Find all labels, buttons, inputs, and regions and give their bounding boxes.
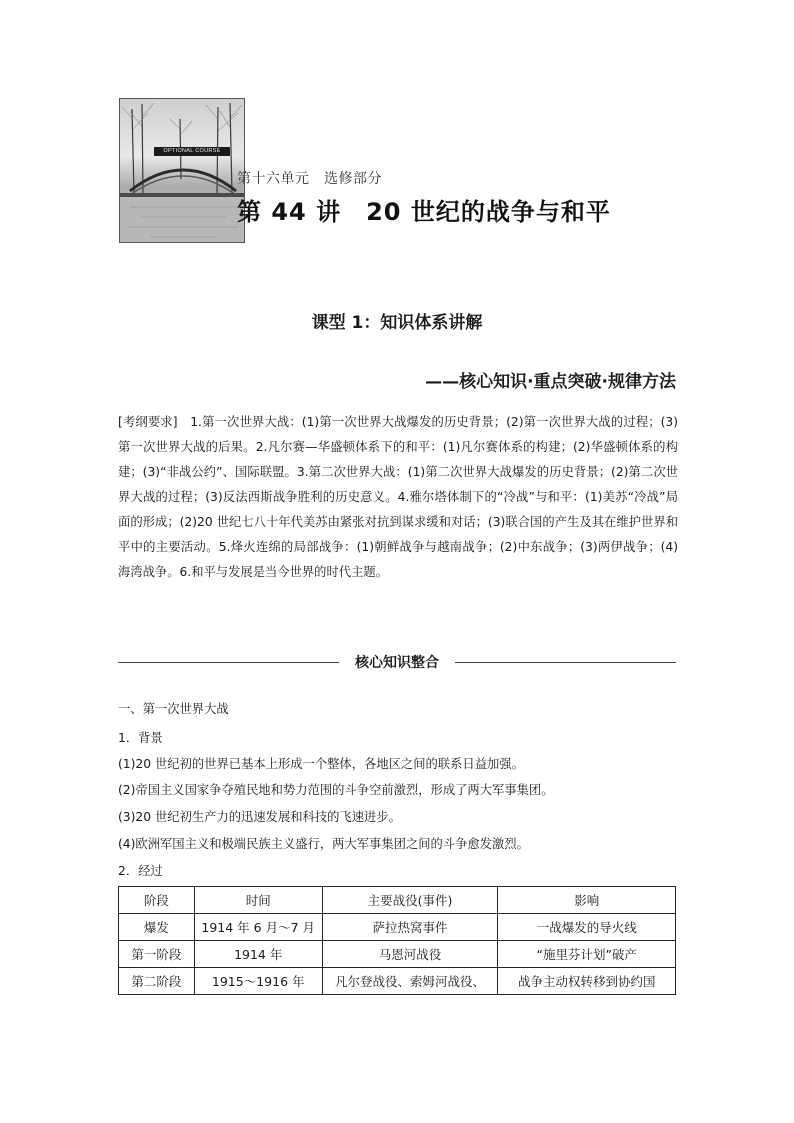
table-row bbox=[119, 968, 676, 995]
lecture-title: 第 44 讲 20 世纪的战争与和平 bbox=[237, 198, 611, 226]
table-cell: 一战爆发的导火线 bbox=[498, 914, 676, 941]
table-header-row bbox=[119, 887, 676, 914]
table-cell: 第一阶段 bbox=[119, 941, 195, 968]
table-cell: 凡尔登战役、索姆河战役、 bbox=[322, 968, 498, 995]
background-item: (4)欧洲军国主义和极端民族主义盛行，两大军事集团之间的斗争愈发激烈。 bbox=[118, 837, 529, 851]
divider-line-right bbox=[455, 662, 676, 663]
table-cell: 战争主动权转移到协约国 bbox=[498, 968, 676, 995]
ww1-process-table bbox=[118, 886, 676, 995]
table-cell: 第二阶段 bbox=[119, 968, 195, 995]
table-cell: 马恩河战役 bbox=[322, 941, 498, 968]
course-subtitle: ——核心知识·重点突破·规律方法 bbox=[425, 372, 676, 392]
section-divider bbox=[118, 651, 676, 673]
background-item: (2)帝国主义国家争夺殖民地和势力范围的斗争空前激烈，形成了两大军事集团。 bbox=[118, 783, 554, 797]
table-cell: 1914 年 bbox=[194, 941, 322, 968]
table-cell: 1914 年 6 月～7 月 bbox=[194, 914, 322, 941]
table-row bbox=[119, 941, 676, 968]
table-cell: 爆发 bbox=[119, 914, 195, 941]
subheading-process: 2．经过 bbox=[118, 864, 163, 878]
photo-caption: OPTIONAL COURSE bbox=[154, 147, 230, 156]
subheading-background: 1．背景 bbox=[118, 731, 163, 745]
table-header-cell: 时间 bbox=[194, 887, 322, 914]
table-cell: 萨拉热窝事件 bbox=[322, 914, 498, 941]
table-header-cell: 影响 bbox=[498, 887, 676, 914]
table-cell: “施里芬计划”破产 bbox=[498, 941, 676, 968]
section-title: 核心知识整合 bbox=[355, 655, 439, 671]
course-type-heading: 课型 1：知识体系讲解 bbox=[311, 313, 483, 333]
heading-ww1: 一、第一次世界大战 bbox=[118, 702, 229, 716]
divider-line-left bbox=[118, 662, 339, 663]
background-item: (3)20 世纪初生产力的迅速发展和科技的飞速进步。 bbox=[118, 810, 401, 824]
table-row bbox=[119, 914, 676, 941]
table-cell: 1915～1916 年 bbox=[194, 968, 322, 995]
chapter-cover-image bbox=[119, 98, 245, 243]
table-header-cell: 阶段 bbox=[119, 887, 195, 914]
unit-title: 第十六单元 选修部分 bbox=[237, 171, 382, 187]
syllabus-requirements: [考纲要求] 1.第一次世界大战：(1)第一次世界大战爆发的历史背景；(2)第一次世界大战的过程；(3)第一次世界大战的后果。2.凡尔赛—华盛顿体系下的和平：(1)凡尔赛体系的构建；(2)华盛顿体系的构建；(3)“非战公约”、国际联盟。3.第二次世界大战：(1)第二次世界大战爆发的历史背景；(2)第二次世界大战的过程；(3)反法西斯战争胜利的历史意义。4.雅尔塔体制下的“冷战”与和平：(1)美苏“冷战”局面的形成；(2)20 世纪七八十年代美苏由紧张对抗到谋求缓和对话；(3)联合国的产生及其在维护世界和平中的主要活动。5.烽火连绵的局部战争：(1)朝鲜战争与越南战争；(2)中东战争；(3)两伊战争；(4)海湾战争。6.和平与发展是当今世界的时代主题。 bbox=[118, 415, 678, 579]
background-item: (1)20 世纪初的世界已基本上形成一个整体，各地区之间的联系日益加强。 bbox=[118, 757, 524, 771]
bridge-illustration bbox=[120, 99, 245, 243]
table-header-cell: 主要战役(事件) bbox=[322, 887, 498, 914]
